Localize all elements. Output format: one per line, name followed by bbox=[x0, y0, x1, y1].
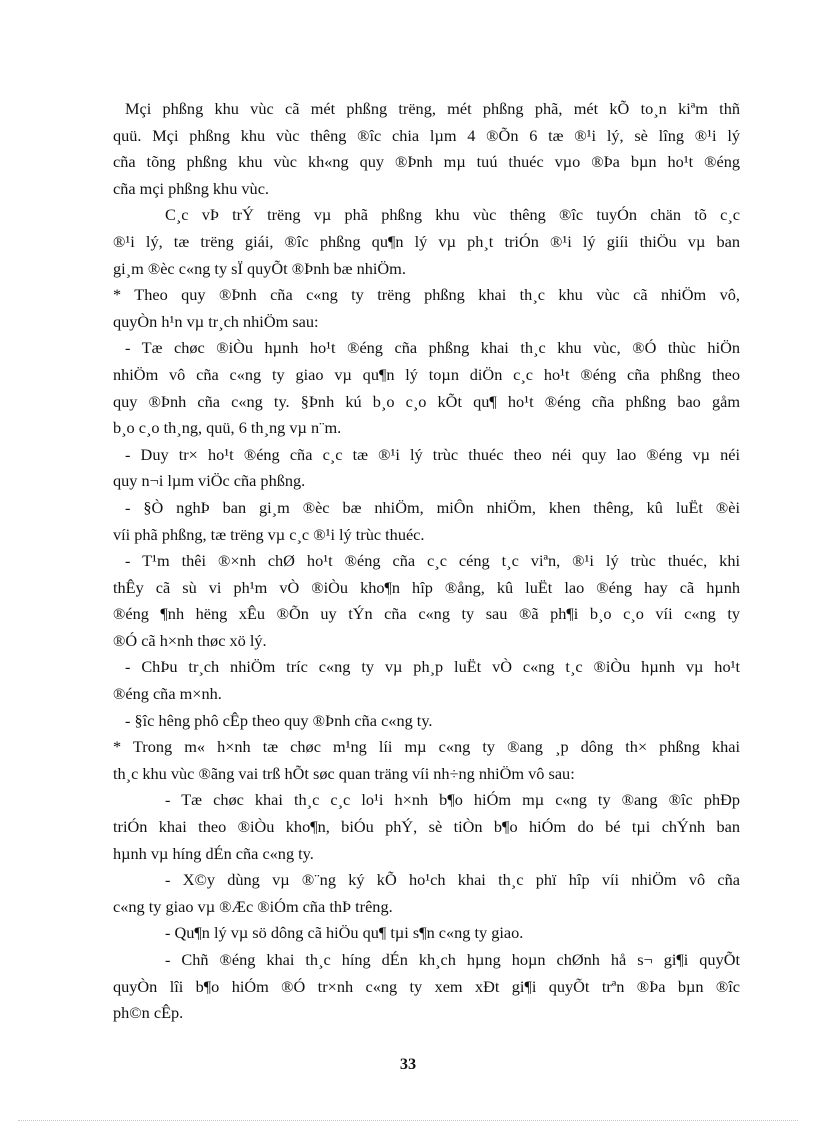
text-line: Mçi phßng khu vùc cã mét phßng trëng, mét phßng phã, mét kÕ to¸n kiªm thñ bbox=[125, 99, 740, 118]
paragraph-suspend-agents bbox=[113, 548, 740, 654]
document-body bbox=[113, 96, 740, 1027]
text-line: cña mçi phßng khu vùc. bbox=[113, 178, 269, 198]
text-line: ®éng cña m×nh. bbox=[113, 684, 222, 704]
text-line: - §îc hêng phô cÊp theo quy ®Þnh cña c«ng ty. bbox=[125, 710, 433, 730]
text-line: quy ®Þnh cña c«ng ty. §Þnh kú b¸o c¸o kÕt qu¶ ho¹t ®éng cña phßng bao gåm bbox=[113, 391, 740, 411]
text-line: - Qu¶n lý vµ sö dông cã hiÖu qu¶ tµi s¶n c«ng ty giao. bbox=[165, 923, 524, 943]
page-bottom-divider bbox=[18, 1120, 798, 1121]
text-line: víi phã phßng, tæ trëng vµ c¸c ®¹i lý trùc thuéc. bbox=[113, 524, 425, 544]
text-line: * Trong m« h×nh tæ chøc m¹ng líi mµ c«ng ty ®ang ¸p dông th× phßng khai bbox=[113, 737, 740, 757]
text-line: * Theo quy ®Þnh cña c«ng ty trëng phßng khai th¸c khu vùc cã nhiÖm vô, bbox=[113, 285, 740, 305]
text-line: ®Ó cã h×nh thøc xö lý. bbox=[113, 630, 267, 650]
text-line: - Chñ ®éng khai th¸c híng dÉn kh¸ch hµng hoµn chØnh hå s¬ gi¶i quyÕt bbox=[165, 950, 740, 969]
text-line: nhiÖm vô cña c«ng ty giao vµ qu¶n lý toµn diÖn c¸c ho¹t ®éng cña phßng theo bbox=[113, 364, 740, 384]
text-line: - X©y dùng vµ ®¨ng ký kÕ ho¹ch khai th¸c phï hîp víi nhiÖm vô cña bbox=[165, 870, 740, 890]
text-line: gi¸m ®èc c«ng ty sÏ quyÕt ®Þnh bæ nhiÖm. bbox=[113, 258, 406, 278]
paragraph-duties-intro bbox=[113, 282, 740, 335]
paragraph-responsibility bbox=[113, 654, 740, 707]
text-line: thÊy cã sù vi ph¹m vÒ ®iÒu kho¶n hîp ®ång, kû luËt lao ®éng hay cã hµnh bbox=[113, 577, 740, 597]
text-line: quü. Mçi phßng khu vùc thêng ®îc chia lµm 4 ®Õn 6 tæ ®¹i lý, sè lîng ®¹i lý bbox=[113, 125, 740, 145]
text-line: quyÒn lîi b¶o hiÓm ®Ó tr×nh c«ng ty xem xÐt gi¶i quyÕt trªn ®Þa bµn ®îc bbox=[113, 976, 740, 996]
paragraph-organize-sales bbox=[113, 787, 740, 867]
text-line: th¸c khu vùc ®ãng vai trß hÕt søc quan träng víi nh÷ng nhiÖm vô sau: bbox=[113, 763, 575, 783]
paragraph-allowance bbox=[113, 708, 740, 735]
text-line: triÓn khai theo ®iÒu kho¶n, biÓu phÝ, sè tiÒn b¶o hiÓm do bé tµi chÝnh ban bbox=[113, 817, 740, 837]
paragraph-recruitment bbox=[113, 202, 740, 282]
text-line: - T¹m thêi ®×nh chØ ho¹t ®éng cña c¸c céng t¸c viªn, ®¹i lý trùc thuéc, khi bbox=[125, 551, 740, 571]
paragraph-maintain-agents bbox=[113, 442, 740, 495]
paragraph-claims bbox=[113, 947, 740, 1027]
text-line: - Duy tr× ho¹t ®éng cña c¸c tæ ®¹i lý trùc thuéc theo néi quy lao ®éng vµ néi bbox=[125, 444, 740, 464]
paragraph-organize-operations bbox=[113, 335, 740, 441]
paragraph-staff-structure bbox=[113, 96, 740, 202]
paragraph-propose-appointments bbox=[113, 495, 740, 548]
text-line: b¸o c¸o th¸ng, quü, 6 th¸ng vµ n¨m. bbox=[113, 418, 342, 438]
text-line: ph©n cÊp. bbox=[113, 1003, 184, 1023]
text-line: cña tõng phßng khu vùc kh«ng quy ®Þnh mµ tuú thuéc vµo ®Þa bµn ho¹t ®éng bbox=[113, 152, 740, 172]
paragraph-asset-management bbox=[113, 920, 740, 947]
paragraph-network-model bbox=[113, 734, 740, 787]
text-line: quyÒn h¹n vµ tr¸ch nhiÖm sau: bbox=[113, 311, 319, 331]
text-line: ®¹i lý, tæ trëng giái, ®îc phßng qu¶n lý vµ ph¸t triÓn ®¹i lý giíi thiÖu vµ ban bbox=[113, 231, 740, 251]
text-line: C¸c vÞ trÝ trëng vµ phã phßng khu vùc thêng ®îc tuyÓn chän tõ c¸c bbox=[165, 205, 740, 225]
text-line: hµnh vµ híng dÉn cña c«ng ty. bbox=[113, 843, 314, 863]
text-line: - Tæ chøc khai th¸c c¸c lo¹i h×nh b¶o hiÓm mµ c«ng ty ®ang ®îc phÐp bbox=[165, 790, 740, 810]
text-line: - Tæ chøc ®iÒu hµnh ho¹t ®éng cña phßng khai th¸c khu vùc, ®Ó thùc hiÖn bbox=[125, 338, 740, 358]
paragraph-plan bbox=[113, 867, 740, 920]
text-line: ®éng ¶nh hëng xÊu ®Õn uy tÝn cña c«ng ty sau ®ã ph¶i b¸o c¸o víi c«ng ty bbox=[113, 604, 740, 624]
text-line: quy n¬i lµm viÖc cña phßng. bbox=[113, 471, 306, 491]
text-line: c«ng ty giao vµ ®Æc ®iÓm cña thÞ trêng. bbox=[113, 896, 393, 916]
text-line: - ChÞu tr¸ch nhiÖm tríc c«ng ty vµ ph¸p luËt vÒ c«ng t¸c ®iÒu hµnh vµ ho¹t bbox=[125, 657, 740, 677]
page-number: 33 bbox=[399, 1054, 417, 1073]
text-line: - §Ò nghÞ ban gi¸m ®èc bæ nhiÖm, miÔn nhiÖm, khen thêng, kû luËt ®èi bbox=[125, 497, 740, 517]
